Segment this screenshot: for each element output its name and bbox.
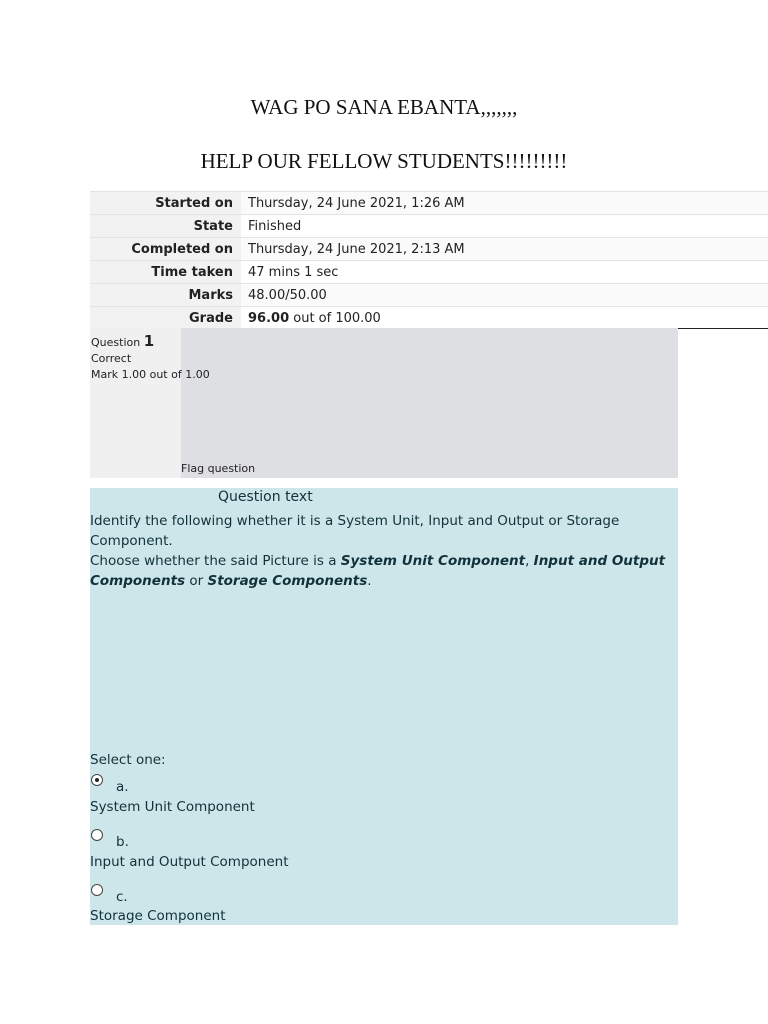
option-a-letter: a. xyxy=(116,779,129,795)
option-b-radio[interactable] xyxy=(91,829,103,841)
summary-value xyxy=(241,307,768,328)
question-prompt xyxy=(90,511,678,591)
attempt-summary-table xyxy=(90,191,768,329)
prompt-option-1: System Unit Component xyxy=(340,553,526,569)
page-heading-1: WAG PO SANA EBANTA,,,,,,, xyxy=(250,95,518,119)
summary-value: 48.00/50.00 xyxy=(241,284,768,306)
option-c-text[interactable]: Storage Component xyxy=(90,908,226,924)
option-a-radio[interactable] xyxy=(91,774,103,786)
option-c-letter: c. xyxy=(116,889,128,905)
summary-row-grade xyxy=(90,306,768,329)
summary-key: State xyxy=(90,215,241,237)
question-content-block xyxy=(90,488,678,925)
question-label: Question xyxy=(91,336,141,349)
summary-row-state xyxy=(90,214,768,237)
question-number xyxy=(91,332,154,350)
prompt-option-2b: Components xyxy=(90,573,186,589)
summary-key: Marks xyxy=(90,284,241,306)
question-mark: Mark 1.00 out of 1.00 xyxy=(91,368,210,381)
prompt-sep-1: , xyxy=(525,553,534,569)
grade-value: 96.00 xyxy=(248,311,290,326)
question-text-label: Question text xyxy=(218,489,313,505)
page-heading-2: HELP OUR FELLOW STUDENTS!!!!!!!!! xyxy=(200,149,568,173)
summary-key: Completed on xyxy=(90,238,241,260)
question-state: Correct xyxy=(91,352,132,365)
prompt-option-3: Storage Components xyxy=(207,573,368,589)
option-a-text[interactable]: System Unit Component xyxy=(90,799,255,815)
prompt-line-2-start: Choose whether the said Picture is a xyxy=(90,553,341,569)
prompt-line-1: Identify the following whether it is a System Unit, Input and Output or Storage Component. xyxy=(90,513,620,549)
prompt-or: or xyxy=(185,573,208,589)
option-b-letter: b. xyxy=(116,834,129,850)
option-b-text[interactable]: Input and Output Component xyxy=(90,854,289,870)
summary-key: Grade xyxy=(90,307,241,328)
summary-key: Started on xyxy=(90,192,241,214)
grade-suffix: out of 100.00 xyxy=(289,311,381,326)
prompt-option-2: Input and Output xyxy=(533,553,666,569)
prompt-end: . xyxy=(367,573,372,589)
flag-question-link[interactable]: Flag question xyxy=(181,462,256,475)
summary-row-time xyxy=(90,260,768,283)
summary-key: Time taken xyxy=(90,261,241,283)
summary-row-started xyxy=(90,191,768,214)
summary-row-completed xyxy=(90,237,768,260)
summary-value: Thursday, 24 June 2021, 1:26 AM xyxy=(241,192,768,214)
option-c-radio[interactable] xyxy=(91,884,103,896)
question-number-value: 1 xyxy=(143,332,155,350)
question-info-left xyxy=(90,328,181,478)
question-info-block xyxy=(90,328,678,478)
summary-value: Thursday, 24 June 2021, 2:13 AM xyxy=(241,238,768,260)
summary-value: 47 mins 1 sec xyxy=(241,261,768,283)
select-one-label: Select one: xyxy=(90,752,166,768)
summary-value: Finished xyxy=(241,215,768,237)
summary-row-marks xyxy=(90,283,768,306)
